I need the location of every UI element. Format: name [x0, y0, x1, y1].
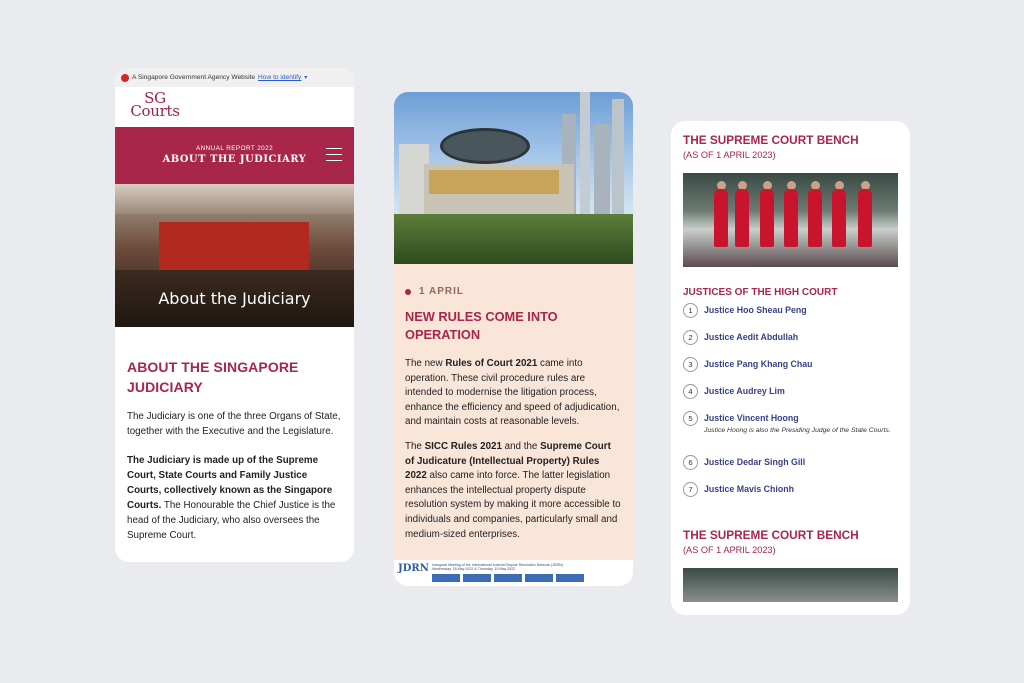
bench-date: (AS OF 1 APRIL 2023) [683, 150, 776, 160]
item-number: 7 [683, 482, 698, 497]
content [671, 121, 910, 602]
list-item [683, 304, 898, 331]
jdrn-logo: JDRN [398, 563, 429, 574]
jdrn-thumbnails [432, 574, 629, 582]
p2-text-a: The [405, 440, 425, 452]
item-number: 5 [683, 411, 698, 426]
bench-heading-2: THE SUPREME COURT BENCH [683, 528, 859, 542]
list-item [683, 385, 898, 412]
bench-date-2: (AS OF 1 APRIL 2023) [683, 545, 776, 555]
logo-line2: Courts [130, 102, 180, 120]
item-number: 4 [683, 384, 698, 399]
chevron-down-icon[interactable]: ▾ [304, 75, 308, 81]
list-item [683, 331, 898, 358]
date-text: 1 APRIL [419, 286, 464, 297]
p1-text-a: The new [405, 358, 446, 369]
justice-link[interactable]: Justice Pang Khang Chau [704, 359, 813, 369]
gov-masthead-text: A Singapore Government Agency Website [132, 74, 256, 81]
banner-subtitle: ANNUAL REPORT 2022 [195, 145, 274, 152]
section-banner [115, 127, 354, 184]
phone-supreme-court-bench [671, 121, 910, 615]
p2-text-c: and the [501, 440, 541, 452]
item-number: 6 [683, 455, 698, 470]
justice-link[interactable]: Justice Audrey Lim [704, 386, 785, 396]
justice-link[interactable]: Justice Dedar Singh Gill [704, 457, 806, 467]
supreme-court-building-image [394, 92, 633, 264]
list-item [683, 412, 898, 456]
jdrn-line1: Inaugural Meeting of the International Judicial Dispute Resolution Network (JDRN) [432, 563, 563, 567]
justice-link[interactable]: Justice Aedit Abdullah [704, 332, 799, 342]
justice-link[interactable]: Justice Vincent Hoong [704, 413, 799, 423]
justice-note: Justice Hoong is also the Presiding Judge of the State Courts. [704, 427, 891, 434]
paragraph-2-rest: The Honourable the Chief Justice is the head of the Judiciary, who also oversees the Supreme Court. [127, 500, 336, 541]
page-heading: ABOUT THE SINGAPORE JUDICIARY [127, 359, 299, 395]
list-item [683, 456, 898, 483]
bench-heading: THE SUPREME COURT BENCH [683, 133, 859, 147]
high-court-heading: JUSTICES OF THE HIGH COURT [683, 287, 838, 298]
banner-title: ABOUT THE JUDICIARY [162, 154, 307, 165]
item-number: 2 [683, 330, 698, 345]
bullet-dot-icon [405, 289, 411, 295]
p2-text-e: also came into force. The latter legislation enhances the intellectual property dispute resolution system by making it more accessible to individuals and companies, particularly small and medium-sized enterprises. [405, 470, 621, 540]
p2-bold-2: Supreme Court of Judicature (Intellectual Property) Rules 2022 [405, 440, 611, 482]
content [394, 264, 633, 542]
paragraph-2 [405, 440, 622, 542]
jdrn-banner[interactable] [394, 560, 633, 586]
article-heading: NEW RULES COME INTO OPERATION [405, 309, 558, 342]
hero-title: About the Judiciary [158, 289, 311, 308]
phone-about-judiciary [115, 68, 354, 562]
event-date [405, 286, 622, 297]
jdrn-line2: Wednesday, 18 May 2022 & Thursday, 19 May 2022 [432, 567, 516, 571]
justice-link[interactable]: Justice Hoo Sheau Peng [704, 305, 807, 315]
lion-head-icon [121, 74, 129, 82]
paragraph-2-bold: The Judiciary is made up of the Supreme Court, State Courts and Family Justice Courts, collectively known as the Singapore Courts. [127, 455, 333, 511]
sg-courts-logo[interactable] [126, 89, 184, 120]
p2-bold-1: SICC Rules 2021 [424, 440, 502, 452]
menu-icon[interactable] [326, 148, 342, 165]
judges-group-photo [683, 173, 898, 267]
logo-line1: SG [144, 89, 166, 107]
paragraph-2 [127, 453, 342, 543]
phone-new-rules [394, 92, 633, 586]
justices-list [683, 304, 898, 510]
list-item [683, 483, 898, 510]
courtroom-hero-image [115, 184, 354, 327]
item-number: 3 [683, 357, 698, 372]
judges-group-photo-2 [683, 568, 898, 602]
p1-text-c: came into operation. These civil procedure rules are intended to modernise the litigation process, enhance the efficiency and speed of adjudication, and maintain costs at reasonable levels. [405, 358, 620, 428]
how-to-identify-link[interactable]: How to identify [258, 74, 302, 81]
list-item [683, 358, 898, 385]
justice-link[interactable]: Justice Mavis Chionh [704, 484, 794, 494]
header [115, 87, 354, 127]
paragraph-1: The Judiciary is one of the three Organs of State, together with the Executive and the Legislature. [127, 411, 341, 437]
paragraph-1 [405, 357, 622, 430]
p1-bold: Rules of Court 2021 [445, 358, 538, 369]
gov-masthead [115, 68, 354, 87]
item-number: 1 [683, 303, 698, 318]
content [115, 327, 354, 543]
